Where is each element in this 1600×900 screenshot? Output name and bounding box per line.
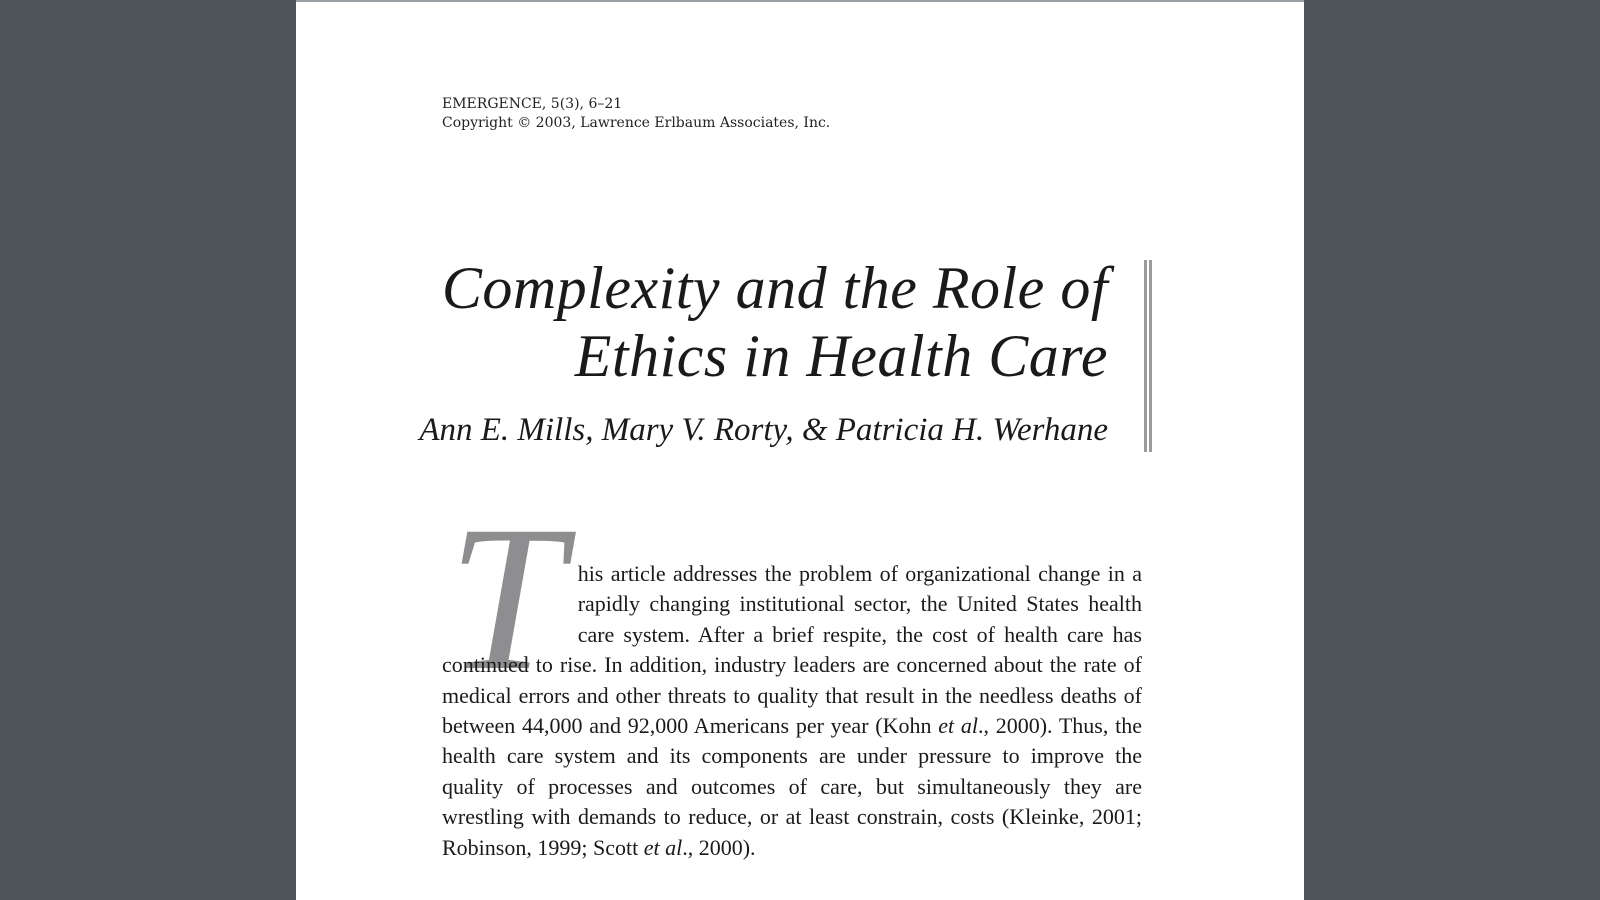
- copyright-notice: Copyright © 2003, Lawrence Erlbaum Associates, Inc.: [442, 115, 831, 131]
- pdf-page: [296, 0, 1304, 900]
- paragraph-text-2: ., 2000). Thus, the health care system and its components are under pressure to improve the quality of processes and outcomes of care, but simultaneously they are wrestling with demands to reduce, or at least constrain, costs (Kleinke, 2001; Robinson, 1999; Scott: [442, 713, 1142, 860]
- title-line-2: Ethics in Health Care: [574, 323, 1108, 389]
- article-title: [442, 254, 1108, 390]
- paragraph-text-3: ., 2000).: [682, 834, 756, 860]
- drop-cap: T: [448, 483, 564, 713]
- title-double-rule: [1144, 260, 1152, 452]
- et-al-1: et al: [938, 713, 978, 739]
- article-authors: Ann E. Mills, Mary V. Rorty, & Patricia H. Werhane: [419, 412, 1108, 448]
- paragraph-text-1: his article addresses the problem of organizational change in a rapidly changing institutional sector, the United States health care system. After a brief respite, the cost of health care has continued to rise. In addition, industry leaders are concerned about the rate of medical errors and other threats to quality that result in the needless deaths of between 44,000 and 92,000 Americans per year (Kohn: [442, 561, 1142, 739]
- et-al-2: et al: [643, 834, 683, 860]
- title-line-1: Complexity and the Role of: [441, 255, 1108, 321]
- article-body: [442, 483, 1142, 863]
- journal-header: [442, 95, 830, 133]
- journal-citation: EMERGENCE, 5(3), 6–21: [442, 96, 623, 112]
